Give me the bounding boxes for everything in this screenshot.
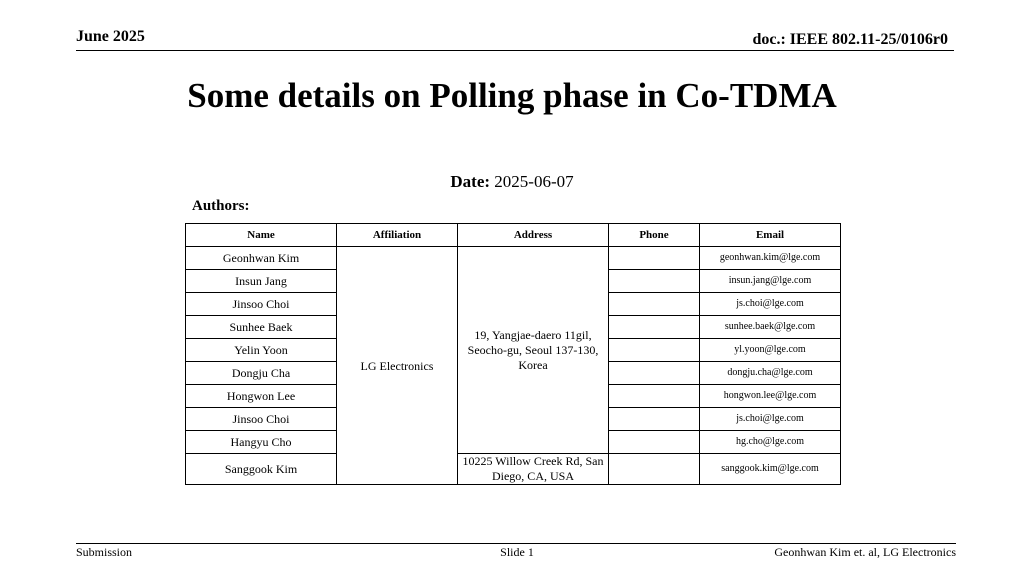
author-name: Hangyu Cho <box>186 431 337 454</box>
footer-authors: Geonhwan Kim et. al, LG Electronics <box>774 545 956 559</box>
author-name: Sanggook Kim <box>186 454 337 485</box>
author-email: geonhwan.kim@lge.com <box>700 247 841 270</box>
author-phone <box>609 270 700 293</box>
slide-title: Some details on Polling phase in Co-TDMA <box>187 76 837 115</box>
footer-slide-number: Slide 1 <box>500 545 534 559</box>
header-date: June 2025 <box>76 28 145 45</box>
author-phone <box>609 247 700 270</box>
author-name: Geonhwan Kim <box>186 247 337 270</box>
author-name: Dongju Cha <box>186 362 337 385</box>
author-name: Yelin Yoon <box>186 339 337 362</box>
author-name: Hongwon Lee <box>186 385 337 408</box>
author-name: Insun Jang <box>186 270 337 293</box>
author-email: sanggook.kim@lge.com <box>700 454 841 485</box>
column-header-phone: Phone <box>609 224 700 247</box>
author-phone <box>609 362 700 385</box>
author-name: Jinsoo Choi <box>186 408 337 431</box>
author-phone <box>609 454 700 485</box>
author-phone <box>609 339 700 362</box>
author-phone <box>609 431 700 454</box>
footer-divider <box>76 543 956 544</box>
column-header-name: Name <box>186 224 337 247</box>
author-email: hg.cho@lge.com <box>700 431 841 454</box>
column-header-email: Email <box>700 224 841 247</box>
table-header-row <box>186 224 841 247</box>
header-doc-id: doc.: IEEE 802.11-25/0106r0 <box>752 31 948 48</box>
author-address-us: 10225 Willow Creek Rd, San Diego, CA, USA <box>458 454 609 485</box>
date-value: 2025-06-07 <box>494 172 574 191</box>
author-email: sunhee.baek@lge.com <box>700 316 841 339</box>
author-email: yl.yoon@lge.com <box>700 339 841 362</box>
authors-table <box>185 223 841 485</box>
author-email: hongwon.lee@lge.com <box>700 385 841 408</box>
table-row <box>186 247 841 270</box>
date-line <box>0 172 1024 192</box>
table-row <box>186 454 841 485</box>
author-phone <box>609 293 700 316</box>
author-name: Jinsoo Choi <box>186 293 337 316</box>
column-header-affiliation: Affiliation <box>337 224 458 247</box>
author-name: Sunhee Baek <box>186 316 337 339</box>
author-phone <box>609 408 700 431</box>
author-email: js.choi@lge.com <box>700 293 841 316</box>
date-label: Date: <box>450 172 491 191</box>
author-email: insun.jang@lge.com <box>700 270 841 293</box>
authors-label: Authors: <box>192 198 250 214</box>
author-phone <box>609 385 700 408</box>
author-address-korea: 19, Yangjae-daero 11gil, Seocho-gu, Seoul 137-130, Korea <box>458 247 609 454</box>
author-email: js.choi@lge.com <box>700 408 841 431</box>
author-phone <box>609 316 700 339</box>
column-header-address: Address <box>458 224 609 247</box>
header-divider <box>76 50 954 51</box>
author-affiliation: LG Electronics <box>337 247 458 485</box>
footer-submission: Submission <box>76 545 133 559</box>
author-email: dongju.cha@lge.com <box>700 362 841 385</box>
